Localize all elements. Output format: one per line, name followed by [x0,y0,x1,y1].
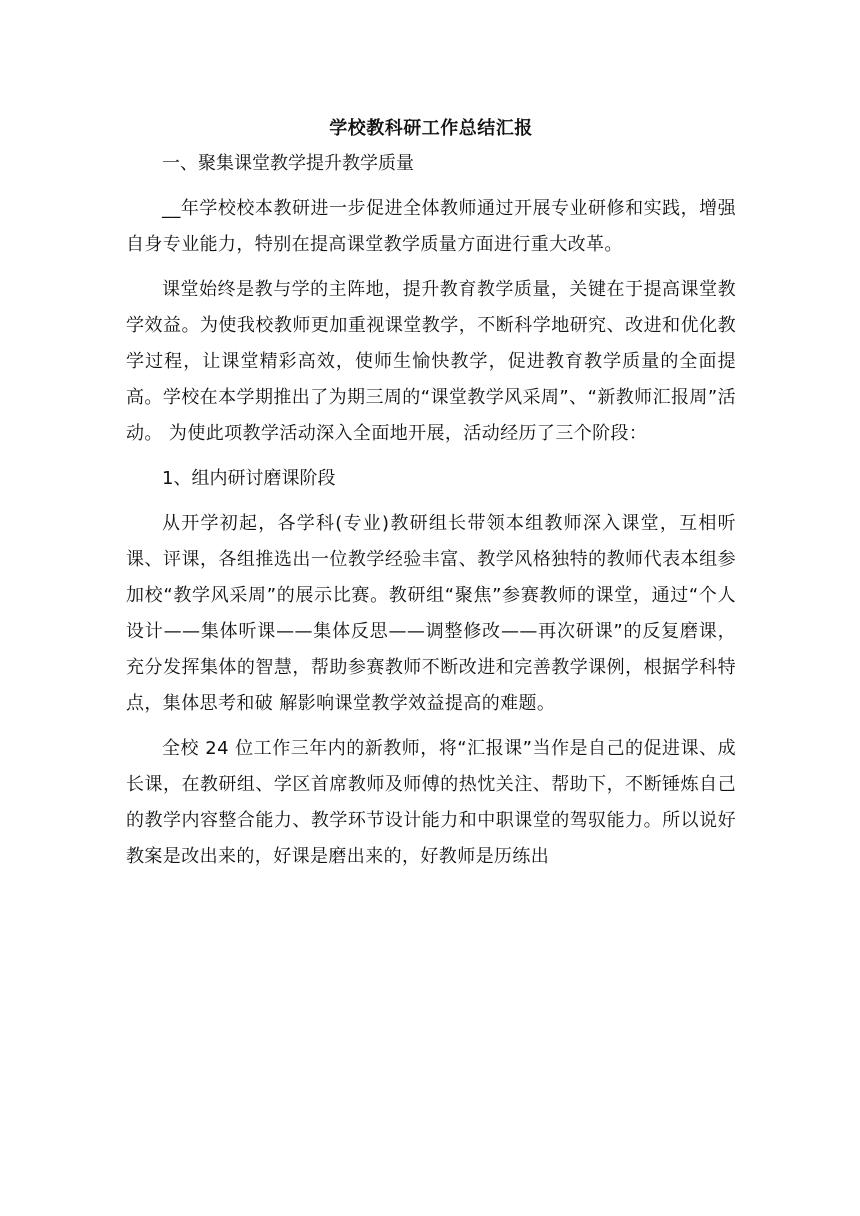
section-heading: 一、聚集课堂教学提升教学质量 [162,153,414,174]
subsection-heading: 1、组内研讨磨课阶段 [162,468,336,489]
paragraph: __年学校校本教研进一步促进全体教师通过开展专业研修和实践，增强自身专业能力，特别在提高课堂教学质量方面进行重大改革。 [126,198,736,255]
paragraph: 课堂始终是教与学的主阵地，提升教育教学质量，关键在于提高课堂教学效益。为使我校教师更加重视课堂教学，不断科学地研究、改进和优化教学过程，让课堂精彩高效，使师生愉快教学，促进教育教学质量的全面提高。学校在本学期推出了为期三周的“课堂教学风采周”、“新教师汇报周”活动。 为使此项教学活动深入全面地开展，活动经历了三个阶段： [126,279,736,444]
paragraph: 全校 24 位工作三年内的新教师，将“汇报课”当作是自己的促进课、成长课，在教研组、学区首席教师及师傅的热忱关注、帮助下，不断锤炼自己的教学内容整合能力、教学环节设计能力和中职课堂的驾驭能力。所以说好教案是改出来的，好课是磨出来的，好教师是历练出 [126,738,736,867]
paragraph: 从开学初起，各学科(专业)教研组长带领本组教师深入课堂，互相听课、评课，各组推选出一位教学经验丰富、教学风格独特的教师代表本组参加校“教学风采周”的展示比赛。教研组“聚焦”参赛教师的课堂，通过“个人设计——集体听课——集体反思——调整修改——再次研课”的反复磨课，充分发挥集体的智慧，帮助参赛教师不断改进和完善教学课例，根据学科特点，集体思考和破 解影响课堂教学效益提高的难题。 [126,513,736,714]
document-body [126,114,736,875]
document-title: 学校教科研工作总结汇报 [329,118,533,139]
